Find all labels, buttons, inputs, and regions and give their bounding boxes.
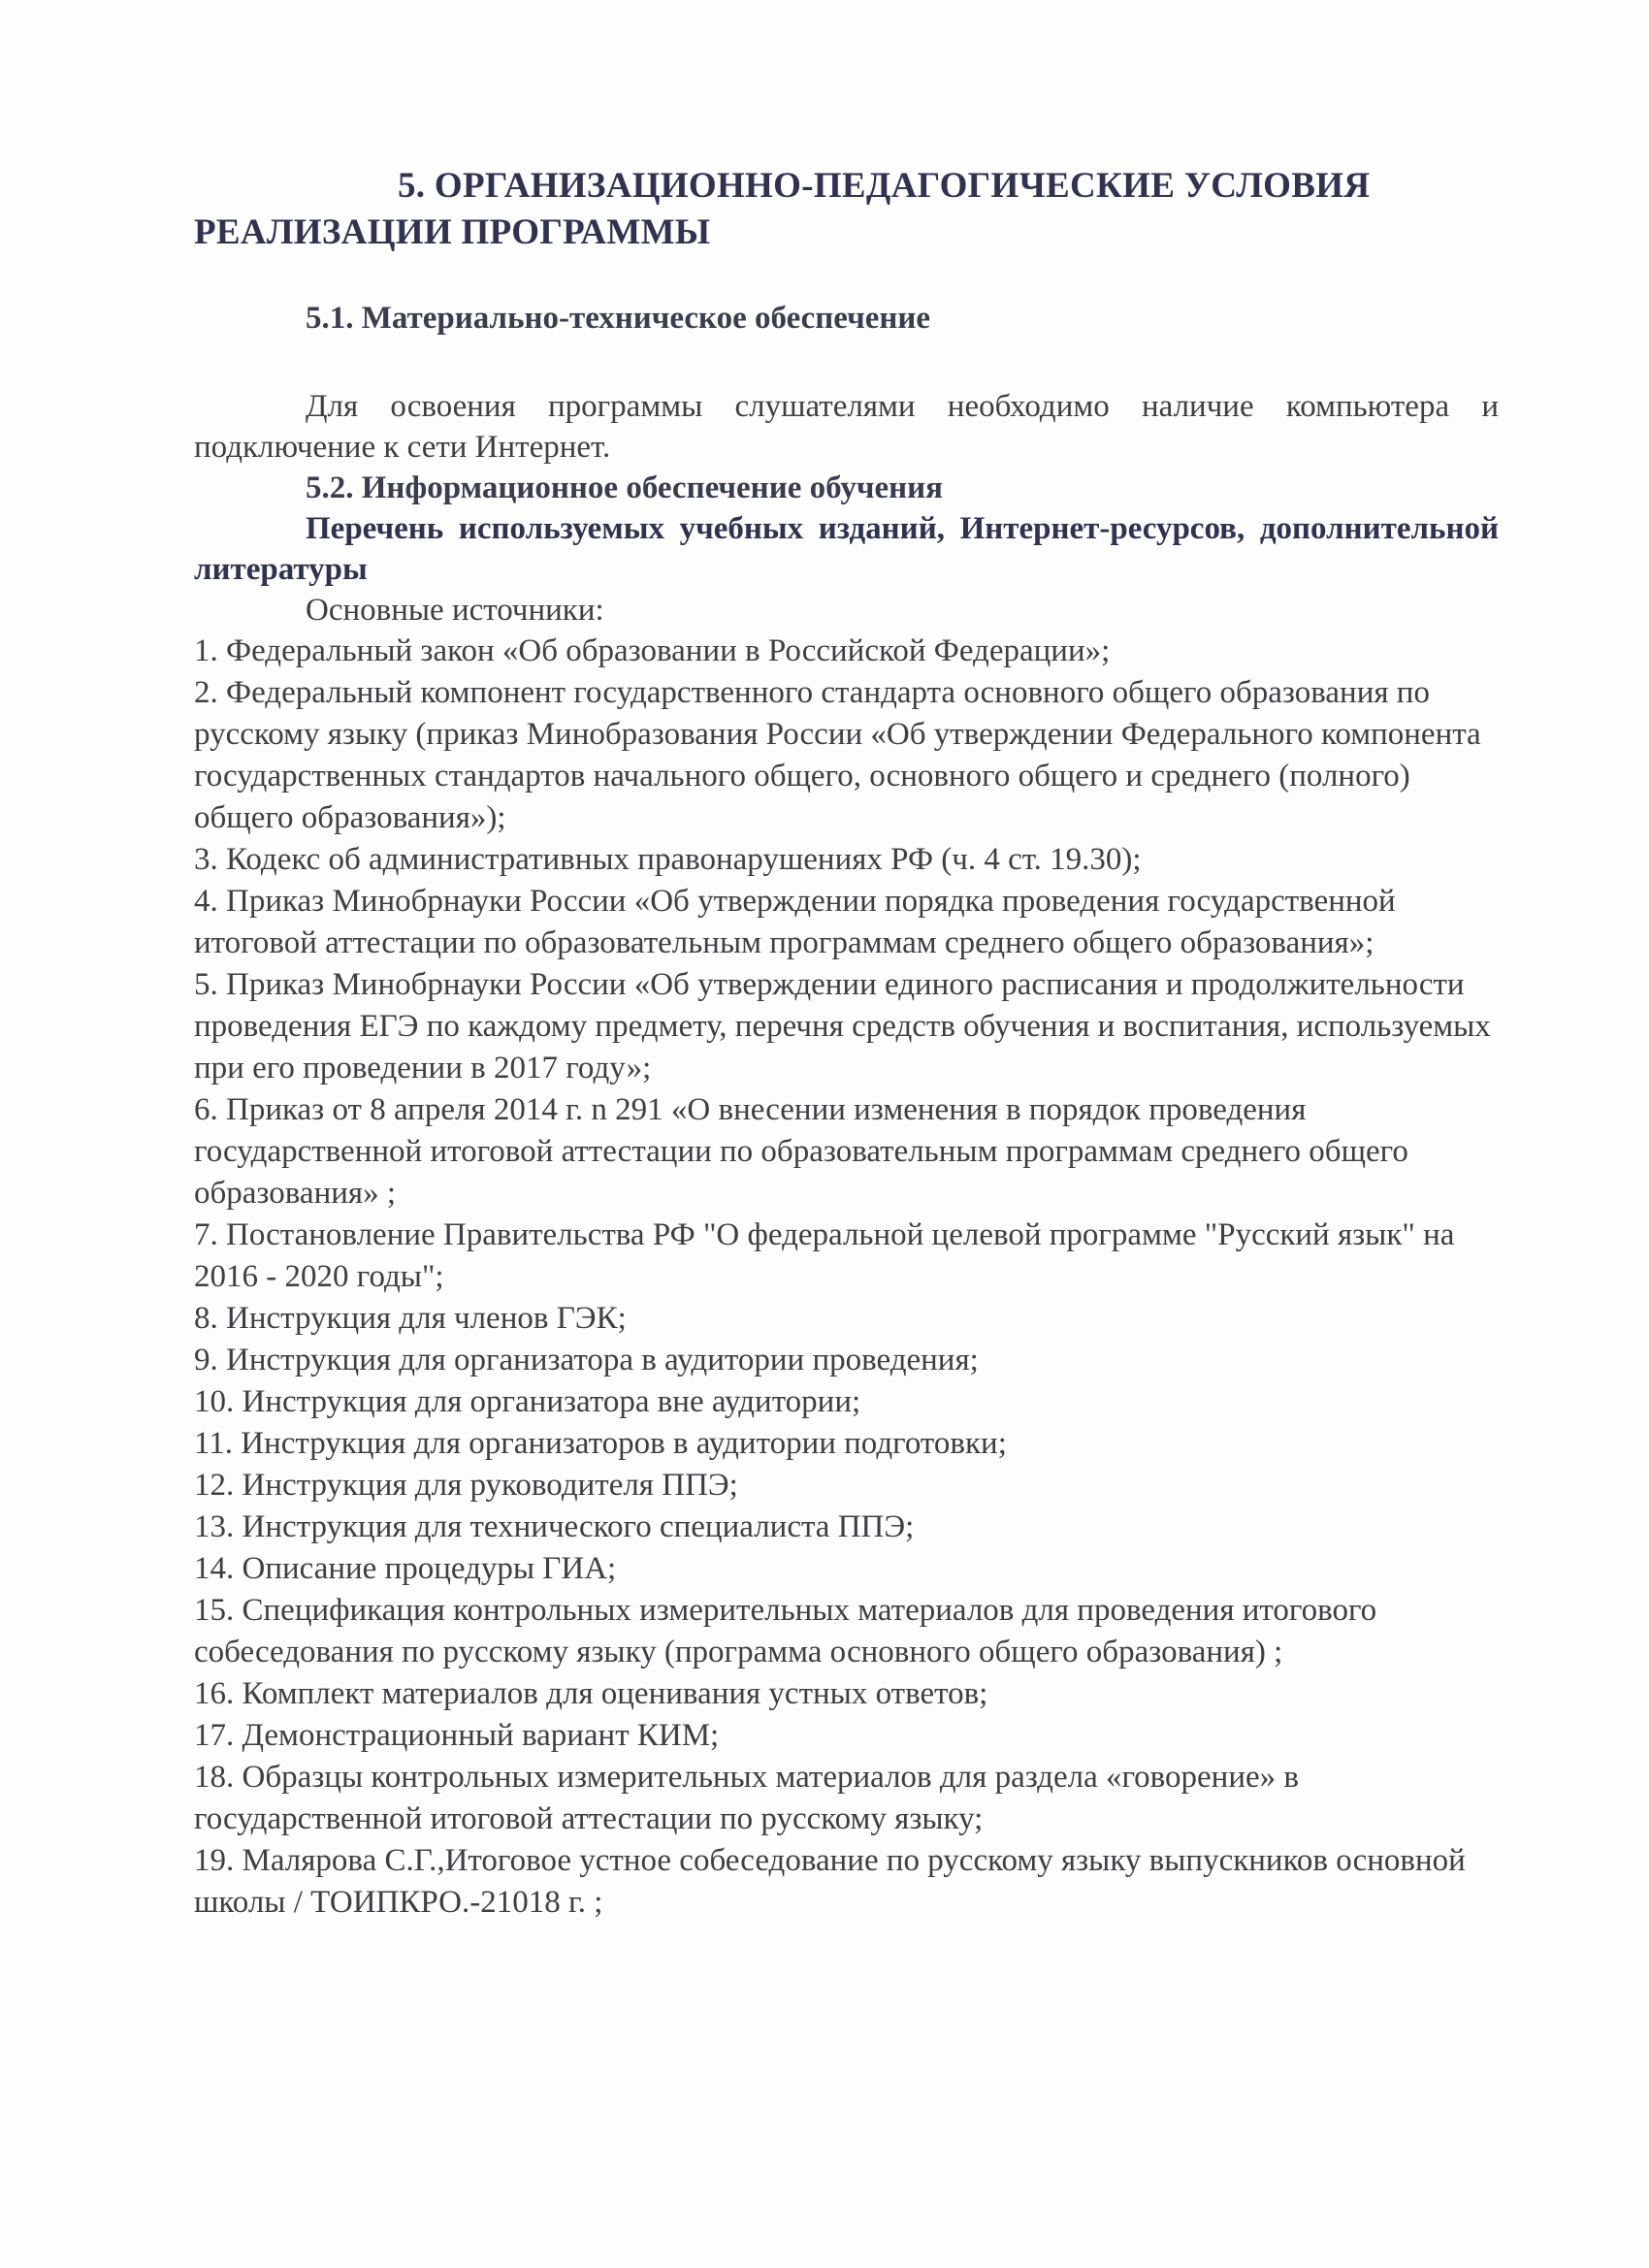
list-item: 12. Инструкция для руководителя ППЭ; bbox=[194, 1468, 738, 1503]
list-item: 4. Приказ Минобрнауки России «Об утверждении порядка проведения государственной итоговой аттестации по образовательным программам среднего общего образования»; bbox=[194, 884, 1396, 960]
list-item: 1. Федеральный закон «Об образовании в Российской Федерации»; bbox=[194, 633, 1111, 668]
list-item: 6. Приказ от 8 апреля 2014 г. n 291 «О внесении изменения в порядок проведения государственной итоговой аттестации по образовательным программам среднего общего образования» ; bbox=[194, 1092, 1408, 1211]
section-title: 5. ОРГАНИЗАЦИОННО-ПЕДАГОГИЧЕСКИЕ УСЛОВИЯ РЕАЛИЗАЦИИ ПРОГРАММЫ bbox=[194, 166, 1371, 252]
list-item: 5. Приказ Минобрнауки России «Об утверждении единого расписания и продолжительности проведения ЕГЭ по каждому предмету, перечня средств обучения и воспитания, используемых при его проведении в 2017 году»; bbox=[194, 967, 1491, 1085]
list-item: 13. Инструкция для технического специалиста ППЭ; bbox=[194, 1509, 915, 1544]
list-item: 9. Инструкция для организатора в аудитории проведения; bbox=[194, 1343, 979, 1377]
list-item: 11. Инструкция для организаторов в аудитории подготовки; bbox=[194, 1426, 1007, 1461]
list-item: 16. Комплект материалов для оценивания устных ответов; bbox=[194, 1676, 988, 1711]
subsection-material-text: Для освоения программы слушателями необходимо наличие компьютера и подключение к сети Интернет. bbox=[194, 389, 1499, 465]
list-item: 17. Демонстрационный вариант КИМ; bbox=[194, 1718, 720, 1753]
subsection-title-material: 5.1. Материально-техническое обеспечение bbox=[306, 301, 931, 336]
list-item: 8. Инструкция для членов ГЭК; bbox=[194, 1301, 627, 1336]
list-item: 19. Малярова С.Г.,Итоговое устное собеседование по русскому языку выпускников основной школы / ТОИПКРО.-21018 г. ; bbox=[194, 1843, 1466, 1920]
list-item: 7. Постановление Правительства РФ "О федеральной целевой программе "Русский язык" на 2016 - 2020 годы"; bbox=[194, 1217, 1455, 1294]
list-item: 3. Кодекс об административных правонарушениях РФ (ч. 4 ст. 19.30); bbox=[194, 842, 1142, 877]
subsection-title-information: 5.2. Информационное обеспечение обучения bbox=[306, 470, 943, 505]
list-item: 14. Описание процедуры ГИА; bbox=[194, 1551, 617, 1586]
page-content bbox=[194, 163, 1499, 1924]
sources-list bbox=[194, 631, 1499, 1924]
list-item: 15. Спецификация контрольных измерительных материалов для проведения итогового собеседования по русскому языку (программа основного общего образования) ; bbox=[194, 1593, 1377, 1669]
sources-intro: Основные источники: bbox=[306, 593, 604, 628]
list-item: 10. Инструкция для организатора вне аудитории; bbox=[194, 1384, 861, 1419]
list-item: 2. Федеральный компонент государственного стандарта основного общего образования по русскому языку (приказ Минобразования России «Об утверждении Федерального компонента государственных стандартов начального общего, основного общего и среднего (полного) общего образования»); bbox=[194, 675, 1481, 835]
sources-list-title: Перечень используемых учебных изданий, Интернет-ресурсов, дополнительной литературы bbox=[194, 511, 1499, 587]
list-item: 18. Образцы контрольных измерительных материалов для раздела «говорение» в государственной итоговой аттестации по русскому языку; bbox=[194, 1760, 1299, 1836]
